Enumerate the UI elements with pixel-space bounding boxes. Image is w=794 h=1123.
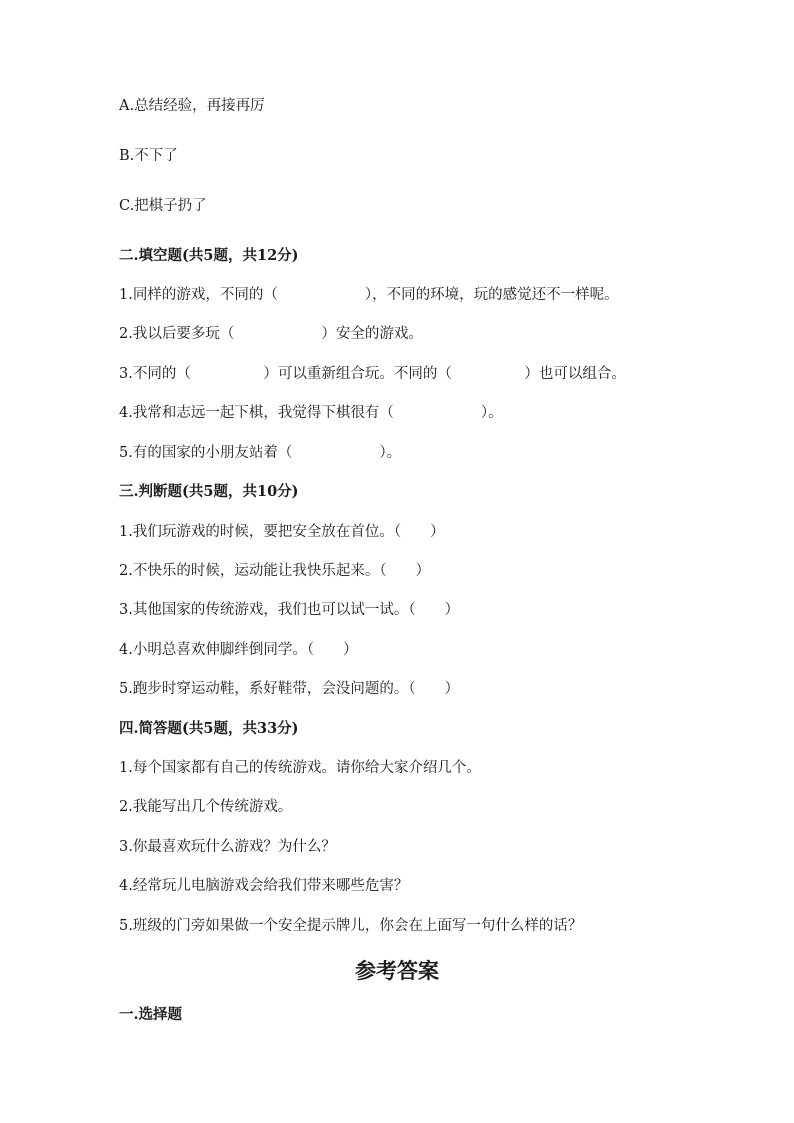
fill-question-1: 1.同样的游戏，不同的（ ），不同的环境，玩的感觉还不一样呢。 <box>119 287 619 303</box>
fill-question-5: 5.有的国家的小朋友站着（ ）。 <box>119 445 402 461</box>
judge-question-5: 5.跑步时穿运动鞋，系好鞋带，会没问题的。（ ） <box>119 681 460 697</box>
fill-question-3: 3.不同的（ ）可以重新组合玩。不同的（ ）也可以组合。 <box>119 366 626 382</box>
short-question-5: 5.班级的门旁如果做一个安全提示牌儿，你会在上面写一句什么样的话？ <box>119 918 583 934</box>
answers-title: 参考答案 <box>355 958 439 983</box>
short-question-3: 3.你最喜欢玩什么游戏？为什么？ <box>119 839 336 855</box>
short-question-4: 4.经常玩儿电脑游戏会给我们带来哪些危害？ <box>119 878 409 894</box>
short-question-1: 1.每个国家都有自己的传统游戏。请你给大家介绍几个。 <box>119 760 481 776</box>
judge-section-heading: 三.判断题(共5题，共10分) <box>119 483 299 500</box>
fill-question-2: 2.我以后要多玩（ ）安全的游戏。 <box>119 326 423 342</box>
short-question-2: 2.我能写出几个传统游戏。 <box>119 799 293 815</box>
fill-question-4: 4.我常和志远一起下棋，我觉得下棋很有（ ）。 <box>119 405 503 421</box>
choice-option-a: A.总结经验，再接再厉 <box>119 98 265 114</box>
fill-section-heading: 二.填空题(共5题，共12分) <box>119 247 299 264</box>
answers-choice-heading: 一.选择题 <box>119 1006 183 1023</box>
choice-option-c: C.把棋子扔了 <box>119 198 207 214</box>
choice-option-b: B.不下了 <box>119 148 178 164</box>
judge-question-4: 4.小明总喜欢伸脚绊倒同学。（ ） <box>119 642 358 658</box>
judge-question-2: 2.不快乐的时候，运动能让我快乐起来。（ ） <box>119 563 431 579</box>
judge-question-1: 1.我们玩游戏的时候，要把安全放在首位。（ ） <box>119 524 445 540</box>
judge-question-3: 3.其他国家的传统游戏，我们也可以试一试。（ ） <box>119 602 460 618</box>
short-section-heading: 四.简答题(共5题，共33分) <box>119 720 299 737</box>
